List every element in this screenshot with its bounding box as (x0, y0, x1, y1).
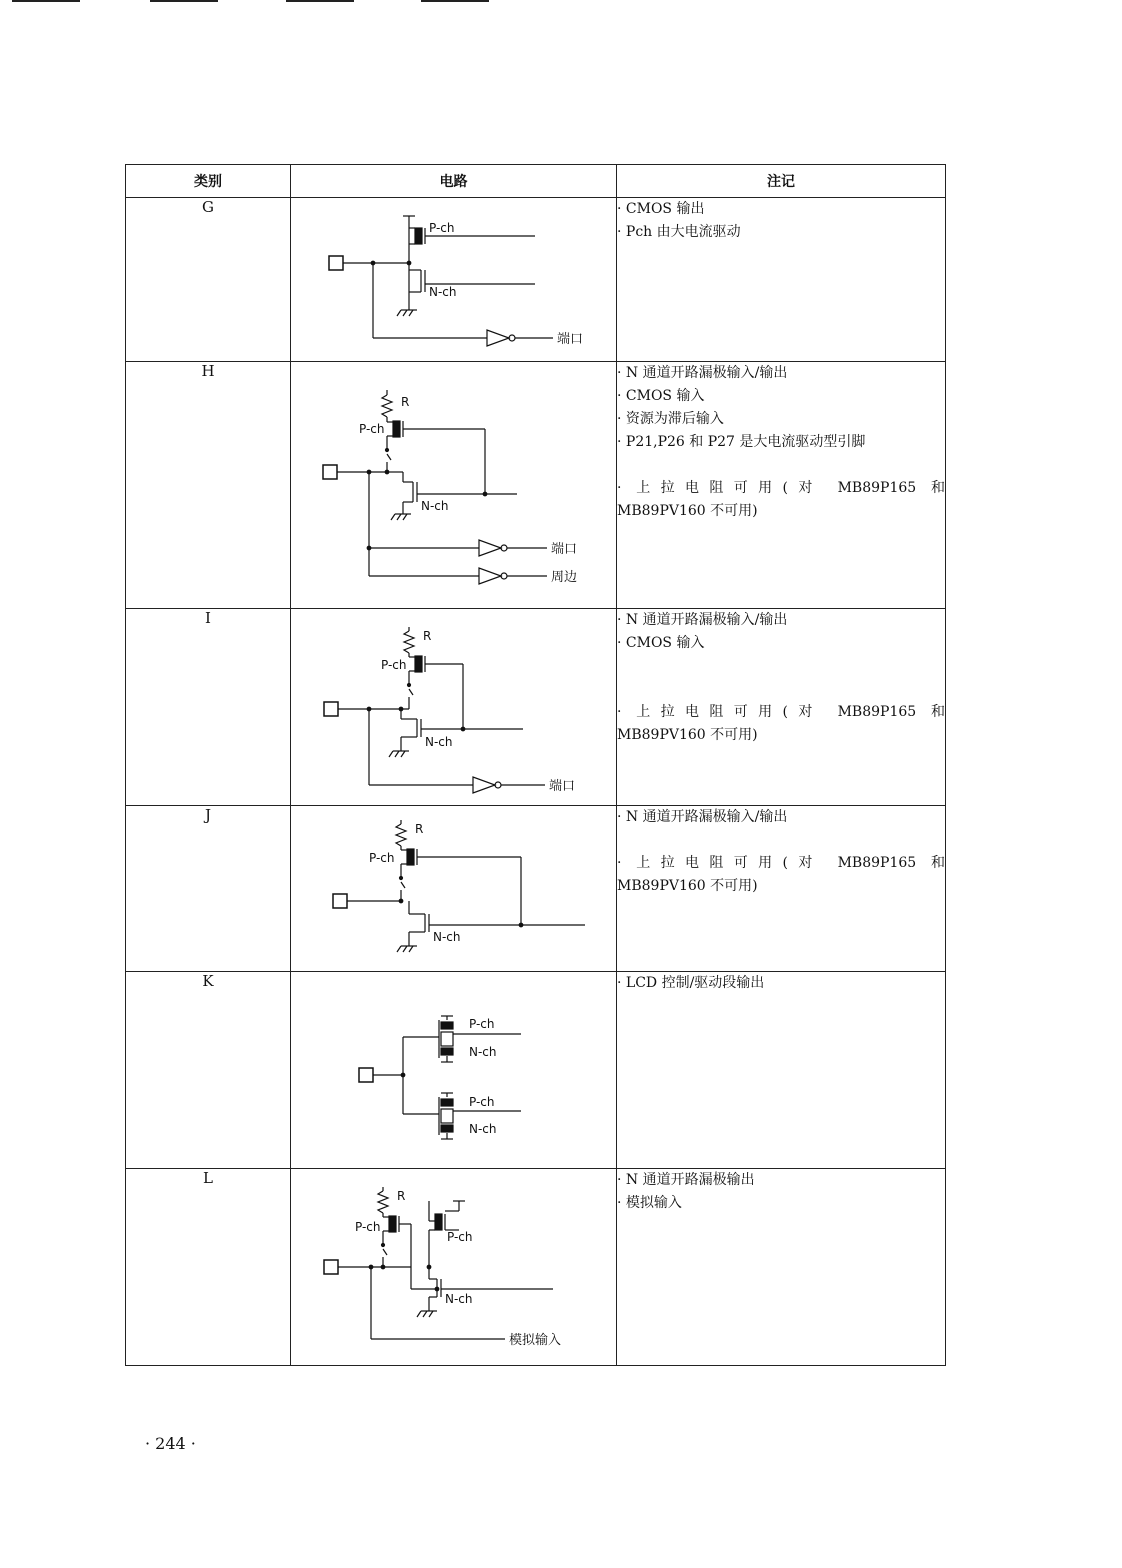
circuit-diagram-k (291, 972, 615, 1167)
label-nch-h: N-ch (421, 499, 449, 513)
circuit-k (291, 972, 617, 1169)
label-pch2-k: P-ch (469, 1095, 495, 1109)
note-h-4: · P21,P26 和 P27 是大电流驱动型引脚 (617, 431, 945, 454)
label-r-i: R (423, 629, 432, 643)
note-h-3: · 资源为滞后输入 (617, 408, 945, 431)
category-h: H (126, 362, 291, 609)
notes-k (617, 972, 946, 1169)
header-category: 类别 (126, 165, 291, 198)
category-j: J (126, 806, 291, 972)
table-row-k (126, 972, 946, 1169)
label-port-i: 端口 (549, 779, 576, 794)
note-l-1: · N 通道开路漏极输出 (617, 1169, 945, 1192)
label-nch2-k: N-ch (469, 1122, 497, 1136)
note-g-1: · CMOS 输出 (617, 198, 945, 221)
note-i-4: MB89PV160 不可用) (617, 727, 758, 743)
note-j-3: MB89PV160 不可用) (617, 878, 758, 894)
label-pch2-l: P-ch (447, 1230, 473, 1244)
notes-h (617, 362, 946, 609)
top-rule-2 (150, 0, 218, 2)
header-circuit: 电路 (291, 165, 617, 198)
label-nch-g: N-ch (429, 285, 457, 299)
notes-i (617, 609, 946, 806)
circuit-diagram-j (291, 806, 615, 970)
label-port-h: 端口 (551, 542, 578, 557)
category-g: G (126, 198, 291, 362)
circuit-diagram-g (291, 198, 615, 360)
note-j-2: · 上拉电阻可用(对 MB89P165 和 (617, 852, 945, 875)
category-l: L (126, 1169, 291, 1366)
notes-g (617, 198, 946, 362)
category-i: I (126, 609, 291, 806)
top-rule-1 (12, 0, 80, 2)
note-i-3: · 上拉电阻可用(对 MB89P165 和 (617, 701, 945, 724)
top-rule-4 (421, 0, 489, 2)
table-row-j (126, 806, 946, 972)
circuit-diagram-h (291, 362, 615, 607)
circuit-h (291, 362, 617, 609)
note-k-1: · LCD 控制/驱动段输出 (617, 972, 945, 995)
label-pch1-l: P-ch (355, 1220, 381, 1234)
label-port-g: 端口 (557, 332, 584, 347)
circuit-i (291, 609, 617, 806)
note-h-2: · CMOS 输入 (617, 385, 945, 408)
label-nch-i: N-ch (425, 735, 453, 749)
io-circuit-table (125, 164, 946, 1366)
label-pch-j: P-ch (369, 851, 395, 865)
notes-j (617, 806, 946, 972)
note-i-1: · N 通道开路漏极输入/输出 (617, 609, 945, 632)
note-l-2: · 模拟输入 (617, 1192, 945, 1215)
table-header-row (126, 165, 946, 198)
circuit-l (291, 1169, 617, 1366)
note-h-5: · 上拉电阻可用(对 MB89P165 和 (617, 477, 945, 500)
table-row-i (126, 609, 946, 806)
label-pch-h: P-ch (359, 422, 385, 436)
circuit-diagram-i (291, 609, 615, 804)
table-row-h (126, 362, 946, 609)
circuit-diagram-l (291, 1169, 615, 1364)
note-i-2: · CMOS 输入 (617, 632, 945, 655)
label-pch-i: P-ch (381, 658, 407, 672)
label-r-j: R (415, 822, 424, 836)
label-nch1-k: N-ch (469, 1045, 497, 1059)
page-number: · 244 · (145, 1434, 196, 1453)
note-h-6: MB89PV160 不可用) (617, 503, 758, 519)
label-pch1-k: P-ch (469, 1017, 495, 1031)
note-h-1: · N 通道开路漏极输入/输出 (617, 362, 945, 385)
label-pch-g: P-ch (429, 221, 455, 235)
top-rule-3 (286, 0, 354, 2)
circuit-g (291, 198, 617, 362)
label-r-h: R (401, 395, 410, 409)
label-r-l: R (397, 1189, 406, 1203)
header-notes: 注记 (617, 165, 946, 198)
label-analog-l: 模拟输入 (509, 1333, 562, 1348)
circuit-j (291, 806, 617, 972)
note-j-1: · N 通道开路漏极输入/输出 (617, 806, 945, 829)
table-row-g (126, 198, 946, 362)
notes-l (617, 1169, 946, 1366)
category-k: K (126, 972, 291, 1169)
label-periph-h: 周边 (551, 570, 578, 585)
table-row-l (126, 1169, 946, 1366)
label-nch-l: N-ch (445, 1292, 473, 1306)
label-nch-j: N-ch (433, 930, 461, 944)
note-g-2: · Pch 由大电流驱动 (617, 221, 945, 244)
